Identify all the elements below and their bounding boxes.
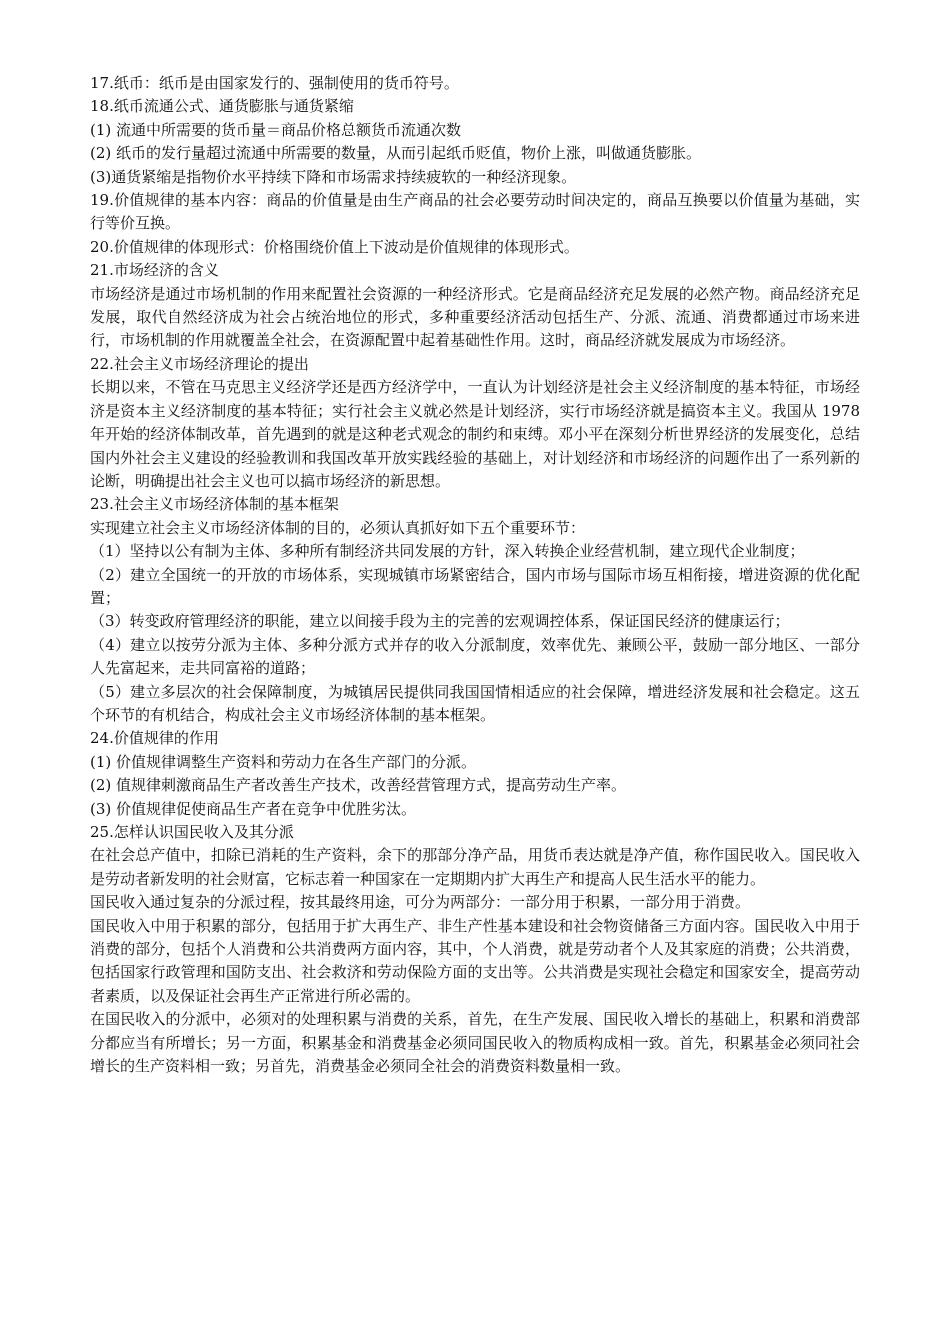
paragraph: （3）转变政府管理经济的职能，建立以间接手段为主的完善的宏观调控体系，保证国民经济的健康运行； [90,612,790,631]
paragraph: 在社会总产值中，扣除已消耗的生产资料，余下的那部分净产品，用货币表达就是净产值，称作国民收入。国民收入是劳动者新发明的社会财富，它标志着一种国家在一定期期内扩大再生产和提高人民生活水平的能力。 [90,846,860,888]
paragraph: 在国民收入的分派中，必须对的处理积累与消费的关系，首先，在生产发展、国民收入增长的基础上，积累和消费部分都应当有所增长；另一方面，积累基金和消费基金必须同国民收入的物质构成相一致。首先，积累基金必须同社会增长的生产资料相一致；另首先，消费基金必须同全社会的消费资料数量相一致。 [90,1010,860,1076]
paragraph: （1）坚持以公有制为主体、多种所有制经济共同发展的方针，深入转换企业经营机制，建立现代企业制度； [90,542,805,561]
paragraph: (3)通货紧缩是指物价水平持续下降和市场需求持续疲软的一种经济现象。 [90,167,577,186]
paragraph: (3) 价值规律促使商品生产者在竞争中优胜劣汰。 [90,799,417,818]
paragraph: 国民收入中用于积累的部分，包括用于扩大再生产、非生产性基本建设和社会物资储备三方面内容。国民收入中用于消费的部分，包括个人消费和公共消费两方面内容，其中，个人消费，就是劳动者个人及其家庭的消费；公共消费，包括国家行政管理和国防支出、社会救济和劳动保险方面的支出等。公共消费是实现社会稳定和国家安全，提高劳动者素质，以及保证社会再生产正常进行所必需的。 [90,916,860,1005]
paragraph: (1) 价值规律调整生产资料和劳动力在各生产部门的分派。 [90,752,477,771]
paragraph: 20.价值规律的体现形式：价格围绕价值上下波动是价值规律的体现形式。 [90,237,579,256]
paragraph: 23.社会主义市场经济体制的基本框架 [90,495,339,514]
paragraph: (2) 值规律刺激商品生产者改善生产技术，改善经营管理方式，提高劳动生产率。 [90,776,627,795]
paragraph: （4）建立以按劳分派为主体、多种分派方式并存的收入分派制度，效率优先、兼顾公平，鼓励一部分地区、一部分人先富起来，走共同富裕的道路； [90,635,860,678]
paragraph: 国民收入通过复杂的分派过程，按其最终用途，可分为两部分：一部分用于积累，一部分用于消费。 [90,893,751,912]
paragraph: 市场经济是通过市场机制的作用来配置社会资源的一种经济形式。它是商品经济充足发展的必然产物。商品经济充足发展，取代自然经济成为社会占统治地位的形式，多种重要经济活动包括生产、分派、流通、消费都通过市场来进行，市场机制的作用就覆盖全社会，在资源配置中起着基础性作用。这时，商品经济就发展成为市场经济。 [90,284,860,350]
paragraph: (2) 纸币的发行量超过流通中所需要的数量，从而引起纸币贬值，物价上涨，叫做通货膨胀。 [90,144,702,163]
paragraph: 24.价值规律的作用 [90,729,219,748]
paragraph: 18.纸币流通公式、通货膨胀与通货紧缩 [90,97,354,116]
paragraph: 25.怎样认识国民收入及其分派 [90,823,294,841]
paragraph: （2）建立全国统一的开放的市场体系，实现城镇市场紧密结合，国内市场与国际市场互相衔接，增进资源的优化配置； [90,565,860,607]
paragraph: 17.纸币：纸币是由国家发行的、强制使用的货币符号。 [90,74,459,92]
paragraph: (1) 流通中所需要的货币量＝商品价格总额货币流通次数 [90,120,462,139]
paragraph: 22.社会主义市场经济理论的提出 [90,354,309,373]
paragraph: 19.价值规律的基本内容：商品的价值量是由生产商品的社会必要劳动时间决定的，商品互换要以价值量为基础，实行等价互换。 [90,191,860,233]
paragraph: 21.市场经济的含义 [90,261,219,280]
paragraph: （5）建立多层次的社会保障制度，为城镇居民提供同我国国情相适应的社会保障，增进经济发展和社会稳定。这五个环节的有机结合，构成社会主义市场经济体制的基本框架。 [90,682,860,724]
paragraph: 实现建立社会主义市场经济体制的目的，必须认真抓好如下五个重要环节： [90,518,586,537]
paragraph: 长期以来，不管在马克思主义经济学还是西方经济学中，一直认为计划经济是社会主义经济制度的基本特征，市场经济是资本主义经济制度的基本特征；实行社会主义就必然是计划经济，实行市场经济就是搞资本主义。我国从 1978 年开始的经济体制改革，首先遇到的就是这种老式观念的制约和束缚。邓小平在深刻分析世界经济的发展变化，总结国内外社会主义建设的经验教训和我国改革开放实践经验的基础上，对计划经济和市场经济的问题作出了一系列新的论断，明确提出社会主义也可以搞市场经济的新思想。 [90,378,860,490]
